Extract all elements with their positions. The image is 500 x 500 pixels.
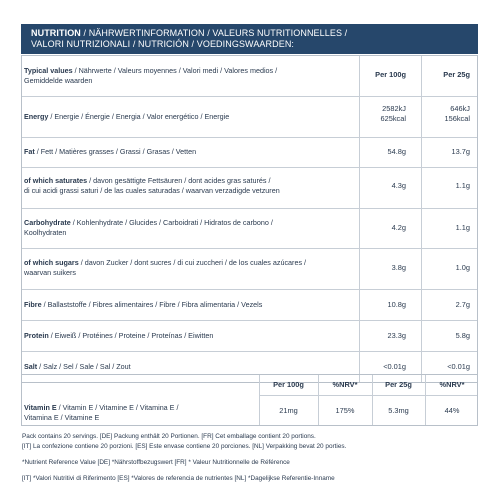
nrv-note-2: [IT] *Valori Nutritivi di Riferimento [ES] *Valores de referencia de nutrientes [NL] *Dagelijkse Referentie-Inname [22,475,335,482]
footnotes [22,432,482,484]
table-row: of which saturates / davon gesättigte Fettsäuren / dont acides gras saturés / di cui acidi grassi saturi / de las cuales saturadas / waarvan verzadigde vetzuren 4.3g 1.1g [22,168,477,209]
table-row: Energy / Energie / Énergie / Energia / Valor energético / Energie 2582kJ 625kcal 646kJ 156kcal [22,97,477,138]
nutrition-table [21,55,478,383]
table-row: Salt / Salz / Sel / Sale / Sal / Zout <0.01g <0.01g [22,352,477,382]
header-title-translations: / NÄHRWERTINFORMATION / VALEURS NUTRITIONNELLES / [80,28,348,38]
vitamin-table: Per 100g %NRV* Per 25g %NRV* Vitamin E / Vitamin E / Vitamine E / Vitamina E / Vitamina E / Vitamine E 21mg 175% 5.3mg 44% [21,374,478,426]
table-row: Fibre / Ballaststoffe / Fibres alimentaires / Fibre / Fibra alimentaria / Vezels 10.8g 2.7g [22,290,477,321]
servings-note-2: [IT] La confezione contiene 20 porzioni. [ES] Este envase contiene 20 porciones. [NL] Verpakking bevat 20 porties. [22,443,347,450]
table-row: Protein / Eiweiß / Protéines / Proteine / Proteínas / Eiwitten 23.3g 5.8g [22,321,477,352]
table-header-row: Typical values / Nährwerte / Valeurs moyennes / Valori medi / Valores medios / Gemiddelde waarden Per 100g Per 25g [22,56,477,97]
servings-note: Pack contains 20 servings. [DE] Packung enthält 20 Portionen. [FR] Cet emballage contient 20 portions. [22,433,316,440]
vitamin-header-row: Per 100g %NRV* Per 25g %NRV* [259,375,477,396]
table-row: Fat / Fett / Matières grasses / Grassi / Grasas / Vetten 54.8g 13.7g [22,138,477,168]
table-row: of which sugars / davon Zucker / dont sucres / di cui zuccheri / de los cuales azúcares / waarvan suikers 3.8g 1.0g [22,249,477,290]
nutrition-header [21,24,478,54]
table-row: Carbohydrate / Kohlenhydrate / Glucides / Carboidrati / Hidratos de carbono / Koolhydraten 4.2g 1.1g [22,209,477,249]
typical-values-label: Typical values [24,66,73,75]
nrv-note: *Nutrient Reference Value [DE] *Nährstoffbezugswert [FR] * Valeur Nutritionnelle de Référence [22,459,290,466]
header-title: NUTRITION [31,28,81,38]
col-per100-header: Per 100g [375,70,406,79]
col-per25-header: Per 25g [443,70,470,79]
vitamin-e-label: Vitamin E / Vitamin E / Vitamine E / Vitamina E / Vitamina E / Vitamine E [24,403,179,422]
header-title-line2: VALORI NUTRIZIONALI / NUTRICIÓN / VOEDINGSWAARDEN: [31,39,295,49]
